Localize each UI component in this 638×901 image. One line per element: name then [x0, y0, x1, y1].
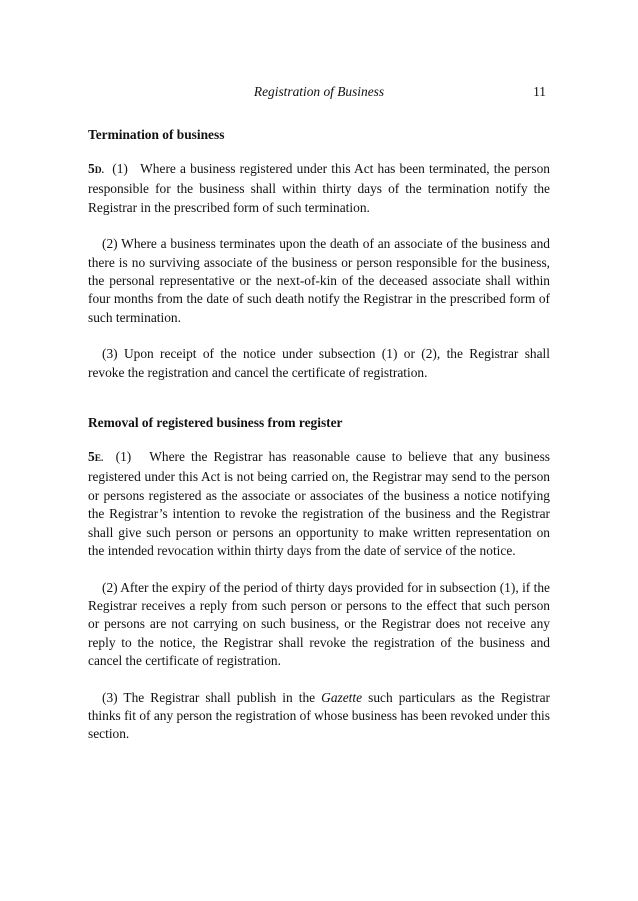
page-number: 11	[533, 84, 546, 99]
running-header	[88, 84, 550, 106]
section-number: 5E.	[88, 449, 104, 465]
subsection-text: Where the Registrar has reasonable cause to believe that any business registered under this Act is not being carried on, the Registrar may send to the person or persons registered as the associate or associates of the business a notice notifying the Registrar’s intention to revoke the registration of the business and the Registrar shall give such person or persons an opportunity to make written representation on the intended revocation within thirty days from the date of service of the notice.	[88, 449, 550, 559]
section-5d-subsection-1	[88, 160, 550, 217]
section-5e-subsection-1	[88, 448, 550, 560]
section-number: 5D.	[88, 161, 104, 176]
subsection-marker: (1)	[112, 161, 128, 176]
section-5e-subsection-3: (3) The Registrar shall publish in the Gazette such particulars as the Registrar thinks fit of any person the registration of whose business has been revoked under this section.	[88, 689, 550, 742]
section-heading-removal: Removal of registered business from register	[88, 415, 343, 431]
section-heading-termination: Termination of business	[88, 127, 225, 142]
document-page	[88, 84, 550, 744]
subsection-text: Where a business registered under this Act has been terminated, the person responsible for the business shall within thirty days of the termination notify the Registrar in the prescribed form of such termination.	[88, 161, 550, 215]
section-5d-subsection-2: (2) Where a business terminates upon the death of an associate of the business and there is no surviving associate of the business or person responsible for the business, the personal representative or the next-of-kin of the deceased associate shall within four months from the date of such death notify the Registrar in the prescribed form of such termination.	[88, 236, 550, 325]
section-5d-subsection-3: (3) Upon receipt of the notice under subsection (1) or (2), the Registrar shall revoke the registration and cancel the certificate of registration.	[88, 346, 550, 380]
subsection-marker: (1)	[115, 449, 132, 465]
section-5e-subsection-2: (2) After the expiry of the period of thirty days provided for in subsection (1), if the Registrar receives a reply from such person or persons to the effect that such person or persons are not carrying on such business, or the Registrar does not receive any reply to the notice, the Registrar shall revoke the registration of the business and cancel the certificate of registration.	[88, 579, 550, 669]
running-title: Registration of Business	[253, 84, 385, 99]
gazette-term: Gazette	[321, 689, 363, 705]
